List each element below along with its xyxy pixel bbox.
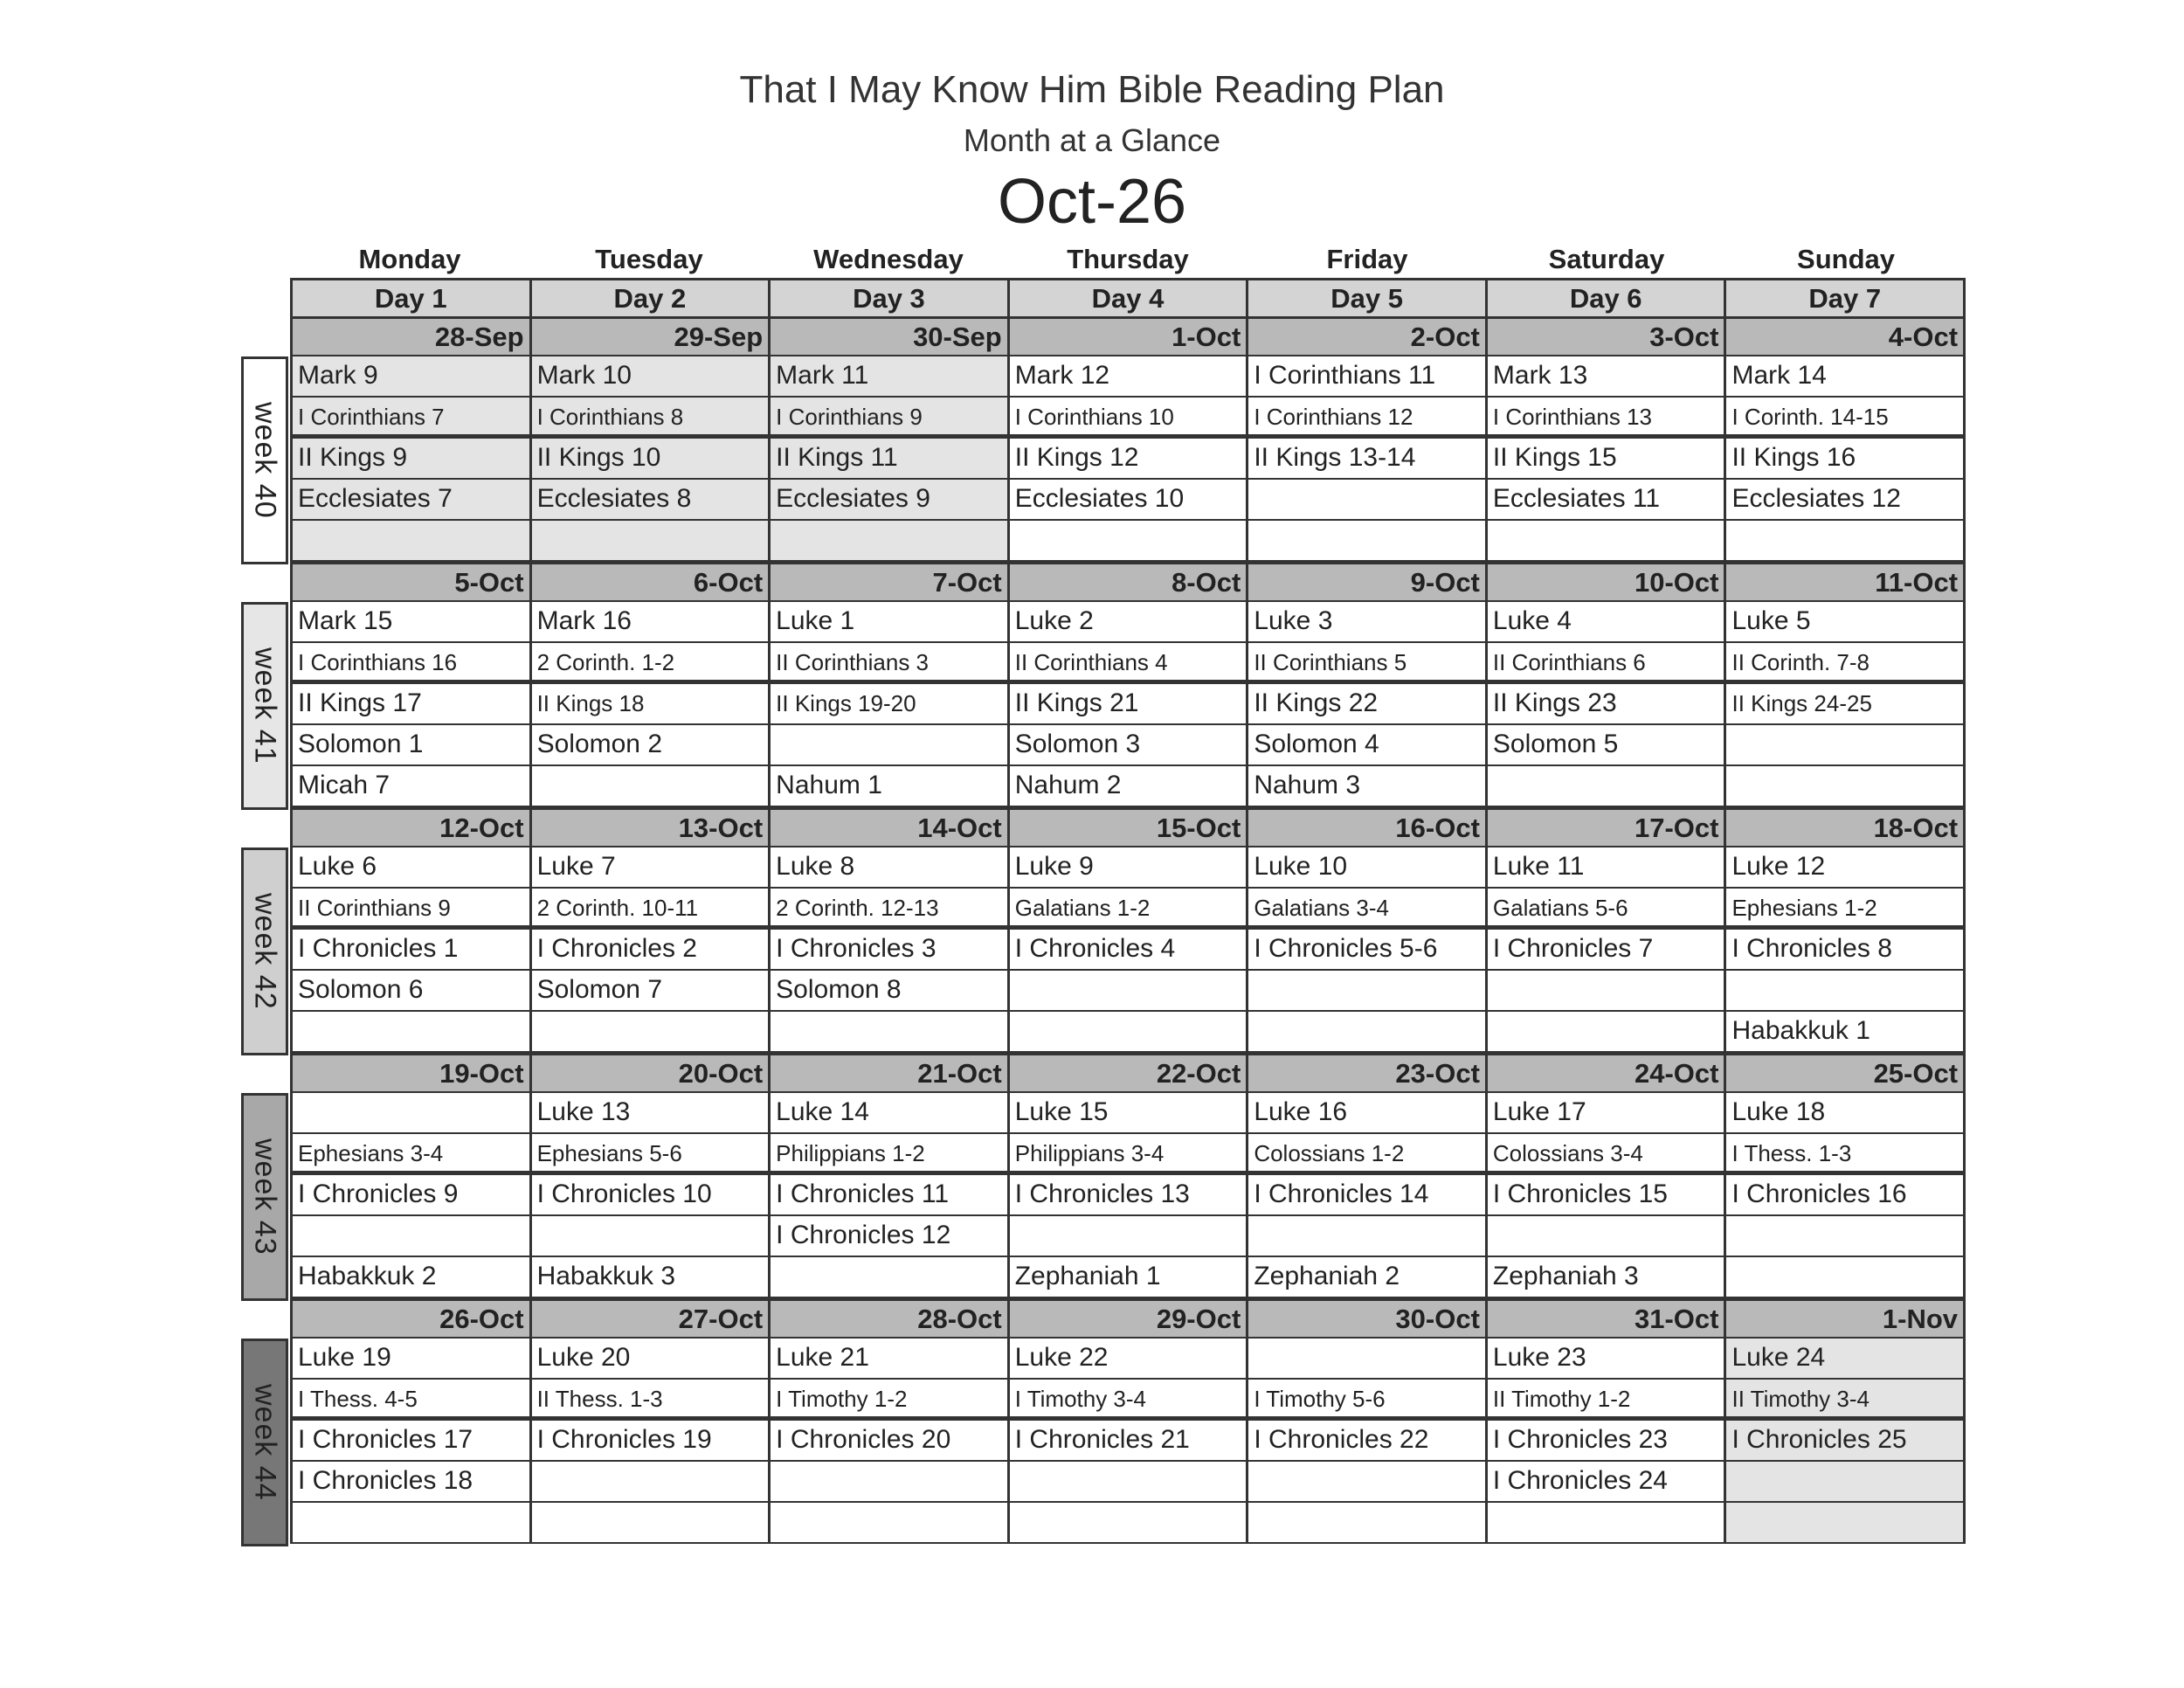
reading-row <box>293 1093 1963 1134</box>
reading-cell <box>532 1012 771 1051</box>
reading-cell: II Kings 21 <box>1010 684 1249 723</box>
reading-cell: I Chronicles 18 <box>293 1462 532 1501</box>
reading-rows <box>290 1339 1966 1544</box>
reading-cell <box>1010 521 1249 560</box>
reading-cell: Mark 9 <box>293 356 532 396</box>
reading-cell <box>1726 766 1963 806</box>
reading-cell <box>1248 521 1488 560</box>
reading-cell: I Corinthians 9 <box>771 398 1010 434</box>
reading-cell: Luke 20 <box>532 1339 771 1378</box>
day-number: Day 1 <box>293 280 532 316</box>
reading-cell <box>771 1257 1010 1297</box>
reading-cell: I Corinthians 10 <box>1010 398 1249 434</box>
reading-cell: I Chronicles 9 <box>293 1175 532 1214</box>
week-block <box>248 316 1966 562</box>
reading-cell <box>1248 1012 1488 1051</box>
reading-cell: Mark 15 <box>293 602 532 641</box>
date-cell: 30-Sep <box>771 319 1010 355</box>
reading-cell: II Corinthians 4 <box>1010 643 1249 680</box>
reading-cell <box>1726 1257 1963 1297</box>
reading-cell: II Kings 16 <box>1731 443 1856 472</box>
weekday-name: Saturday <box>1548 244 1665 274</box>
reading-cell: II Kings 22 <box>1248 684 1488 723</box>
reading-row <box>293 521 1963 562</box>
date-cell: 1-Oct <box>1010 319 1249 355</box>
plan-subtitle: Month at a Glance <box>963 122 1221 158</box>
reading-cell: Luke 6 <box>293 847 532 887</box>
reading-cell: I Chronicles 22 <box>1248 1421 1488 1460</box>
reading-cell: I Chronicles 3 <box>771 930 1010 969</box>
reading-cell: Mark 11 <box>771 356 1010 396</box>
date-cell: 31-Oct <box>1488 1301 1727 1337</box>
date-row <box>290 316 1966 356</box>
week-block <box>248 1298 1966 1544</box>
weekday-name: Friday <box>1326 244 1408 274</box>
week-label-text: week 44 <box>248 1384 282 1501</box>
reading-cell: I Chronicles 23 <box>1488 1421 1727 1460</box>
date-cell: 30-Oct <box>1248 1301 1488 1337</box>
reading-cell: I Chronicles 20 <box>771 1421 1010 1460</box>
reading-cell: Mark 12 <box>1010 356 1249 396</box>
reading-cell: Ecclesiates 7 <box>293 480 532 519</box>
reading-cell: I Chronicles 13 <box>1010 1175 1249 1214</box>
reading-cell: I Chronicles 1 <box>293 930 532 969</box>
reading-cell: II Kings 24-25 <box>1731 690 1872 716</box>
reading-cell: Luke 8 <box>771 847 1010 887</box>
reading-cell: I Corinthians 16 <box>293 643 532 680</box>
reading-row <box>293 889 1963 930</box>
reading-row <box>293 1503 1963 1544</box>
date-cell: 20-Oct <box>532 1055 771 1091</box>
reading-cell <box>1248 1503 1488 1542</box>
reading-cell: I Chronicles 16 <box>1731 1180 1907 1208</box>
date-cell: 12-Oct <box>293 810 532 846</box>
reading-cell: Habakkuk 2 <box>293 1257 532 1297</box>
reading-cell: Ecclesiates 9 <box>771 480 1010 519</box>
reading-cell: Luke 15 <box>1010 1093 1249 1132</box>
date-cell: 29-Sep <box>532 319 771 355</box>
reading-cell: Galatians 5-6 <box>1488 889 1727 925</box>
day-number: Day 4 <box>1010 280 1249 316</box>
reading-cell: I Chronicles 17 <box>293 1421 532 1460</box>
week-label <box>241 1093 288 1301</box>
reading-cell <box>1726 971 1963 1010</box>
day-number: Day 3 <box>771 280 1010 316</box>
reading-cell: I Chronicles 7 <box>1488 930 1727 969</box>
reading-cell: Solomon 7 <box>532 971 771 1010</box>
date-cell: 6-Oct <box>532 564 771 600</box>
reading-row <box>293 398 1963 439</box>
reading-cell: Zephaniah 3 <box>1488 1257 1727 1297</box>
reading-cell: Luke 13 <box>532 1093 771 1132</box>
reading-row <box>293 684 1963 725</box>
reading-cell <box>293 1012 532 1051</box>
date-cell: 11-Oct <box>1875 567 1959 598</box>
reading-cell <box>293 1093 532 1132</box>
date-row <box>290 1298 1966 1339</box>
reading-cell: II Kings 23 <box>1488 684 1727 723</box>
reading-rows <box>290 1093 1966 1298</box>
reading-cell: I Chronicles 15 <box>1488 1175 1727 1214</box>
reading-cell: I Chronicles 11 <box>771 1175 1010 1214</box>
reading-cell: Luke 21 <box>771 1339 1010 1378</box>
reading-cell <box>532 1216 771 1256</box>
date-cell: 9-Oct <box>1248 564 1488 600</box>
reading-row <box>293 971 1963 1012</box>
reading-cell: I Corinthians 13 <box>1488 398 1727 434</box>
date-cell: 8-Oct <box>1010 564 1249 600</box>
reading-cell: II Timothy 1-2 <box>1488 1380 1727 1416</box>
week-label <box>241 602 288 810</box>
reading-cell: I Corinthians 8 <box>532 398 771 434</box>
reading-cell: Luke 9 <box>1010 847 1249 887</box>
reading-row <box>293 1421 1963 1462</box>
reading-cell: Luke 3 <box>1248 602 1488 641</box>
reading-cell: 2 Corinth. 12-13 <box>771 889 1010 925</box>
reading-cell: Solomon 6 <box>293 971 532 1010</box>
day-number-row <box>290 278 1966 316</box>
reading-cell <box>293 1216 532 1256</box>
reading-cell <box>1488 1503 1727 1542</box>
reading-cell <box>1010 971 1249 1010</box>
reading-cell: Luke 1 <box>771 602 1010 641</box>
reading-cell: II Corinthians 9 <box>293 889 532 925</box>
reading-cell: I Timothy 3-4 <box>1010 1380 1249 1416</box>
reading-cell: Luke 19 <box>293 1339 532 1378</box>
reading-cell: Luke 10 <box>1248 847 1488 887</box>
reading-cell <box>1726 1503 1963 1542</box>
reading-cell <box>1726 521 1963 560</box>
reading-cell <box>532 521 771 560</box>
reading-cell: Ephesians 1-2 <box>1731 895 1877 921</box>
reading-row <box>293 439 1963 480</box>
reading-cell <box>771 521 1010 560</box>
reading-cell <box>293 1503 532 1542</box>
date-cell: 28-Sep <box>293 319 532 355</box>
reading-cell: II Kings 18 <box>532 684 771 723</box>
reading-cell: Micah 7 <box>293 766 532 806</box>
day-number: Day 6 <box>1488 280 1727 316</box>
reading-cell: Luke 18 <box>1731 1097 1826 1126</box>
reading-cell: Ecclesiates 10 <box>1010 480 1249 519</box>
reading-cell: Nahum 1 <box>771 766 1010 806</box>
reading-cell: II Kings 11 <box>771 439 1010 478</box>
date-row <box>290 1053 1966 1093</box>
date-cell: 19-Oct <box>293 1055 532 1091</box>
date-cell: 22-Oct <box>1010 1055 1249 1091</box>
reading-row <box>293 356 1963 398</box>
reading-cell: I Corinth. 14-15 <box>1731 404 1889 430</box>
reading-cell: I Chronicles 8 <box>1731 934 1892 963</box>
reading-cell <box>1248 1462 1488 1501</box>
reading-cell <box>293 521 532 560</box>
reading-cell: I Thess. 4-5 <box>293 1380 532 1416</box>
reading-cell <box>532 766 771 806</box>
reading-cell: II Kings 17 <box>293 684 532 723</box>
date-cell: 25-Oct <box>1873 1058 1959 1089</box>
reading-cell: Luke 17 <box>1488 1093 1727 1132</box>
reading-cell: II Timothy 3-4 <box>1726 1380 1963 1416</box>
reading-cell: 2 Corinth. 1-2 <box>532 643 771 680</box>
reading-row <box>293 766 1963 807</box>
reading-cell <box>1248 1216 1488 1256</box>
reading-cell <box>1010 1503 1249 1542</box>
reading-cell: Luke 7 <box>532 847 771 887</box>
reading-cell: Solomon 4 <box>1248 725 1488 764</box>
date-cell: 18-Oct <box>1873 813 1959 843</box>
reading-cell <box>771 1012 1010 1051</box>
reading-rows <box>290 356 1966 562</box>
reading-cell: Luke 11 <box>1488 847 1727 887</box>
reading-row <box>293 1339 1963 1380</box>
reading-row <box>293 480 1963 521</box>
reading-cell <box>1248 480 1488 519</box>
reading-cell: Mark 13 <box>1488 356 1727 396</box>
reading-cell: II Corinthians 6 <box>1488 643 1727 680</box>
reading-cell: I Chronicles 24 <box>1488 1462 1727 1501</box>
reading-cell: Mark 16 <box>532 602 771 641</box>
reading-cell: II Corinthians 3 <box>771 643 1010 680</box>
reading-cell <box>1488 971 1727 1010</box>
reading-row <box>293 1175 1963 1216</box>
reading-cell: Ecclesiates 12 <box>1731 484 1901 513</box>
reading-cell: II Kings 15 <box>1488 439 1727 478</box>
reading-cell: II Corinth. 7-8 <box>1731 649 1870 675</box>
reading-cell: Colossians 3-4 <box>1488 1134 1727 1171</box>
reading-cell: Luke 24 <box>1726 1339 1963 1378</box>
reading-cell: I Corinthians 7 <box>293 398 532 434</box>
reading-cell <box>1726 1216 1963 1256</box>
date-cell: 7-Oct <box>771 564 1010 600</box>
date-cell: 17-Oct <box>1488 810 1727 846</box>
reading-cell <box>1248 971 1488 1010</box>
reading-cell <box>532 1462 771 1501</box>
date-cell: 27-Oct <box>532 1301 771 1337</box>
date-cell: 2-Oct <box>1248 319 1488 355</box>
weekday-name: Tuesday <box>595 244 703 274</box>
reading-cell: Solomon 3 <box>1010 725 1249 764</box>
reading-cell: I Chronicles 12 <box>771 1216 1010 1256</box>
reading-cell <box>1726 1462 1963 1501</box>
date-cell: 26-Oct <box>293 1301 532 1337</box>
weeks-container <box>248 316 1966 1544</box>
reading-cell <box>1248 1339 1488 1378</box>
date-cell: 4-Oct <box>1888 322 1959 352</box>
reading-cell: Galatians 1-2 <box>1010 889 1249 925</box>
reading-cell: I Timothy 1-2 <box>771 1380 1010 1416</box>
weekday-name: Wednesday <box>813 244 964 274</box>
week-label <box>241 847 288 1055</box>
reading-cell: Ephesians 3-4 <box>293 1134 532 1171</box>
date-cell: 29-Oct <box>1010 1301 1249 1337</box>
week-label <box>241 1339 288 1546</box>
date-cell: 10-Oct <box>1488 564 1727 600</box>
reading-row <box>293 643 1963 684</box>
weekday-name: Monday <box>358 244 461 274</box>
reading-cell: Galatians 3-4 <box>1248 889 1488 925</box>
date-row <box>290 562 1966 602</box>
reading-cell <box>1726 725 1963 764</box>
reading-cell: Luke 12 <box>1731 852 1826 881</box>
reading-cell: Mark 14 <box>1731 361 1827 390</box>
weekday-name: Sunday <box>1797 244 1895 274</box>
week-label-text: week 40 <box>248 402 282 519</box>
weekday-header-row <box>290 241 1966 278</box>
reading-cell: II Kings 12 <box>1010 439 1249 478</box>
date-cell: 15-Oct <box>1010 810 1249 846</box>
reading-cell: I Chronicles 19 <box>532 1421 771 1460</box>
week-label-text: week 43 <box>248 1138 282 1256</box>
week-block <box>248 1053 1966 1298</box>
reading-cell: Mark 10 <box>532 356 771 396</box>
reading-cell: I Chronicles 21 <box>1010 1421 1249 1460</box>
reading-rows <box>290 847 1966 1053</box>
reading-cell: Zephaniah 2 <box>1248 1257 1488 1297</box>
reading-cell: I Chronicles 14 <box>1248 1175 1488 1214</box>
reading-cell: I Chronicles 4 <box>1010 930 1249 969</box>
date-cell: 28-Oct <box>771 1301 1010 1337</box>
week-block <box>248 562 1966 807</box>
reading-cell: II Thess. 1-3 <box>532 1380 771 1416</box>
date-cell: 13-Oct <box>532 810 771 846</box>
reading-cell: Ephesians 5-6 <box>532 1134 771 1171</box>
date-cell: 14-Oct <box>771 810 1010 846</box>
date-cell: 5-Oct <box>293 564 532 600</box>
month-title: Oct-26 <box>997 167 1187 237</box>
reading-rows <box>290 602 1966 807</box>
date-cell: 3-Oct <box>1488 319 1727 355</box>
reading-cell: Solomon 2 <box>532 725 771 764</box>
reading-cell: II Kings 13-14 <box>1248 439 1488 478</box>
reading-cell: Solomon 1 <box>293 725 532 764</box>
reading-cell: Philippians 1-2 <box>771 1134 1010 1171</box>
reading-cell: Luke 5 <box>1731 606 1811 635</box>
date-cell: 24-Oct <box>1488 1055 1727 1091</box>
reading-cell: Habakkuk 3 <box>532 1257 771 1297</box>
reading-cell: II Corinthians 5 <box>1248 643 1488 680</box>
reading-cell: Luke 23 <box>1488 1339 1727 1378</box>
reading-cell: Nahum 3 <box>1248 766 1488 806</box>
reading-cell <box>771 1503 1010 1542</box>
reading-cell: Ecclesiates 11 <box>1488 480 1727 519</box>
reading-cell: II Kings 9 <box>293 439 532 478</box>
reading-cell: Luke 2 <box>1010 602 1249 641</box>
reading-row <box>293 1134 1963 1175</box>
reading-row <box>293 1257 1963 1298</box>
reading-cell: Zephaniah 1 <box>1010 1257 1249 1297</box>
reading-row <box>293 930 1963 971</box>
reading-cell: I Thess. 1-3 <box>1731 1140 1852 1166</box>
reading-cell: I Timothy 5-6 <box>1248 1380 1488 1416</box>
weekday-name: Thursday <box>1067 244 1189 274</box>
reading-cell: 2 Corinth. 10-11 <box>532 889 771 925</box>
reading-cell: Nahum 2 <box>1010 766 1249 806</box>
reading-cell: I Chronicles 5-6 <box>1248 930 1488 969</box>
reading-cell: II Kings 10 <box>532 439 771 478</box>
date-row <box>290 807 1966 847</box>
reading-row <box>293 602 1963 643</box>
week-label <box>241 356 288 564</box>
week-block <box>248 807 1966 1053</box>
date-cell: 1-Nov <box>1882 1304 1959 1334</box>
reading-row <box>293 847 1963 889</box>
reading-cell: Luke 14 <box>771 1093 1010 1132</box>
reading-cell <box>1010 1462 1249 1501</box>
date-cell: 21-Oct <box>771 1055 1010 1091</box>
reading-row <box>293 1012 1963 1053</box>
reading-cell: II Kings 19-20 <box>771 684 1010 723</box>
reading-cell: Philippians 3-4 <box>1010 1134 1249 1171</box>
reading-row <box>293 1462 1963 1503</box>
reading-cell <box>771 1462 1010 1501</box>
week-label-text: week 42 <box>248 893 282 1010</box>
reading-cell: I Corinthians 12 <box>1248 398 1488 434</box>
date-cell: 23-Oct <box>1248 1055 1488 1091</box>
plan-title: That I May Know Him Bible Reading Plan <box>739 68 1445 111</box>
reading-calendar <box>248 241 1966 1544</box>
reading-cell: Solomon 8 <box>771 971 1010 1010</box>
reading-cell <box>771 725 1010 764</box>
reading-cell: Habakkuk 1 <box>1731 1016 1870 1045</box>
reading-cell: Solomon 5 <box>1488 725 1727 764</box>
reading-cell: Colossians 1-2 <box>1248 1134 1488 1171</box>
reading-cell: Luke 16 <box>1248 1093 1488 1132</box>
reading-cell <box>1488 1216 1727 1256</box>
reading-row <box>293 1216 1963 1257</box>
reading-cell: I Chronicles 2 <box>532 930 771 969</box>
day-number: Day 7 <box>1808 283 1882 314</box>
reading-cell <box>1488 521 1727 560</box>
reading-cell <box>1488 1012 1727 1051</box>
reading-cell: I Chronicles 25 <box>1726 1421 1963 1460</box>
reading-cell <box>1488 766 1727 806</box>
reading-row <box>293 1380 1963 1421</box>
reading-cell: Ecclesiates 8 <box>532 480 771 519</box>
reading-row <box>293 725 1963 766</box>
day-number: Day 5 <box>1248 280 1488 316</box>
reading-cell: Luke 4 <box>1488 602 1727 641</box>
reading-cell: I Corinthians 11 <box>1248 356 1488 396</box>
reading-cell: Luke 22 <box>1010 1339 1249 1378</box>
day-number: Day 2 <box>532 280 771 316</box>
week-label-text: week 41 <box>248 647 282 764</box>
date-cell: 16-Oct <box>1248 810 1488 846</box>
reading-cell <box>1010 1012 1249 1051</box>
reading-cell <box>1010 1216 1249 1256</box>
reading-cell <box>532 1503 771 1542</box>
reading-cell: I Chronicles 10 <box>532 1175 771 1214</box>
